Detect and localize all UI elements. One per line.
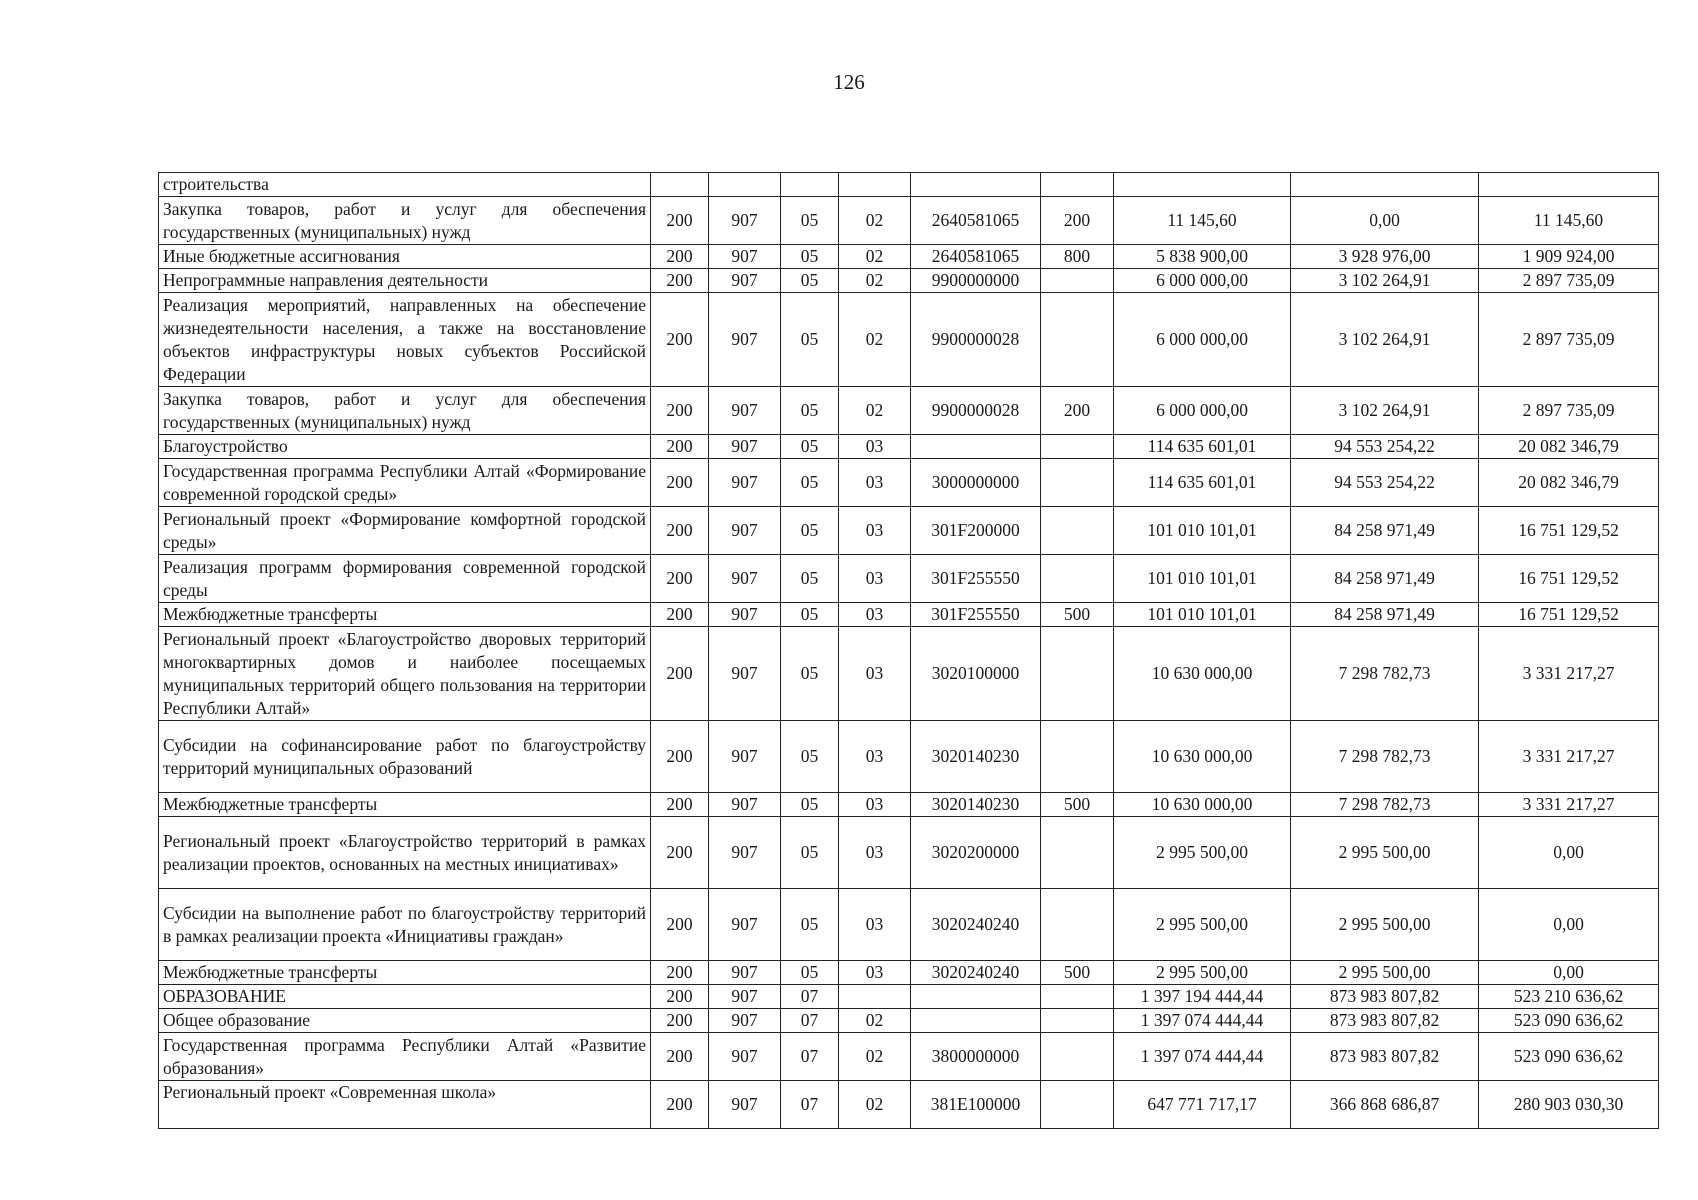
amount-col-1: 1 397 074 444,44 <box>1114 1009 1291 1033</box>
code-col-5: 3020240240 <box>911 889 1041 961</box>
code-col-3: 07 <box>781 1081 839 1129</box>
code-col-2: 907 <box>709 817 781 889</box>
code-col-6: 500 <box>1041 603 1114 627</box>
code-col-5: 2640581065 <box>911 197 1041 245</box>
table-row <box>159 1081 1659 1129</box>
code-col-4 <box>839 173 911 197</box>
code-col-2: 907 <box>709 961 781 985</box>
code-col-3: 05 <box>781 889 839 961</box>
code-col-6 <box>1041 459 1114 507</box>
code-col-1: 200 <box>651 1033 709 1081</box>
amount-col-2: 873 983 807,82 <box>1291 1033 1479 1081</box>
code-col-5: 3800000000 <box>911 1033 1041 1081</box>
table-row <box>159 817 1659 889</box>
code-col-4: 03 <box>839 555 911 603</box>
amount-col-3: 3 331 217,27 <box>1479 627 1659 721</box>
code-col-1: 200 <box>651 817 709 889</box>
budget-table-body <box>159 173 1659 1129</box>
row-name: Региональный проект «Благоустройство дворовых территорий многоквартирных домов и наиболее посещаемых муниципальных территорий общего пользования на территории Республики Алтай» <box>159 627 651 721</box>
amount-col-1: 11 145,60 <box>1114 197 1291 245</box>
row-name: Субсидии на софинансирование работ по благоустройству территорий муниципальных образований <box>159 721 651 793</box>
code-col-3: 05 <box>781 507 839 555</box>
code-col-3: 05 <box>781 603 839 627</box>
amount-col-2: 7 298 782,73 <box>1291 793 1479 817</box>
table-row <box>159 793 1659 817</box>
table-row <box>159 435 1659 459</box>
code-col-6 <box>1041 555 1114 603</box>
code-col-1: 200 <box>651 985 709 1009</box>
amount-col-3: 16 751 129,52 <box>1479 555 1659 603</box>
code-col-5: 9900000028 <box>911 293 1041 387</box>
code-col-4: 03 <box>839 459 911 507</box>
code-col-4: 02 <box>839 1033 911 1081</box>
code-col-1: 200 <box>651 555 709 603</box>
code-col-4: 02 <box>839 387 911 435</box>
code-col-2: 907 <box>709 1033 781 1081</box>
amount-col-2: 84 258 971,49 <box>1291 555 1479 603</box>
code-col-3: 05 <box>781 197 839 245</box>
amount-col-2: 7 298 782,73 <box>1291 627 1479 721</box>
amount-col-1: 2 995 500,00 <box>1114 961 1291 985</box>
code-col-5: 301F255550 <box>911 555 1041 603</box>
code-col-1: 200 <box>651 627 709 721</box>
code-col-2: 907 <box>709 603 781 627</box>
amount-col-1: 2 995 500,00 <box>1114 889 1291 961</box>
row-name: Закупка товаров, работ и услуг для обеспечения государственных (муниципальных) нужд <box>159 387 651 435</box>
code-col-2 <box>709 173 781 197</box>
amount-col-2 <box>1291 173 1479 197</box>
amount-col-2: 7 298 782,73 <box>1291 721 1479 793</box>
code-col-1: 200 <box>651 507 709 555</box>
code-col-6 <box>1041 173 1114 197</box>
code-col-5: 301F200000 <box>911 507 1041 555</box>
code-col-4: 03 <box>839 889 911 961</box>
amount-col-2: 873 983 807,82 <box>1291 1009 1479 1033</box>
amount-col-1: 10 630 000,00 <box>1114 627 1291 721</box>
code-col-6: 800 <box>1041 245 1114 269</box>
code-col-3: 05 <box>781 435 839 459</box>
amount-col-3: 16 751 129,52 <box>1479 603 1659 627</box>
code-col-4 <box>839 985 911 1009</box>
code-col-2: 907 <box>709 197 781 245</box>
code-col-4: 03 <box>839 627 911 721</box>
code-col-1: 200 <box>651 961 709 985</box>
table-row <box>159 173 1659 197</box>
amount-col-1: 6 000 000,00 <box>1114 387 1291 435</box>
row-name: Благоустройство <box>159 435 651 459</box>
amount-col-1: 2 995 500,00 <box>1114 817 1291 889</box>
row-name: Межбюджетные трансферты <box>159 961 651 985</box>
row-name: Реализация мероприятий, направленных на обеспечение жизнедеятельности населения, а также на восстановление объектов инфраструктуры новых субъектов Российской Федерации <box>159 293 651 387</box>
amount-col-2: 94 553 254,22 <box>1291 459 1479 507</box>
amount-col-2: 873 983 807,82 <box>1291 985 1479 1009</box>
code-col-6 <box>1041 627 1114 721</box>
code-col-3: 05 <box>781 627 839 721</box>
code-col-6: 500 <box>1041 961 1114 985</box>
amount-col-1: 101 010 101,01 <box>1114 507 1291 555</box>
amount-col-1: 114 635 601,01 <box>1114 459 1291 507</box>
amount-col-2: 3 102 264,91 <box>1291 293 1479 387</box>
code-col-4: 03 <box>839 507 911 555</box>
code-col-3: 07 <box>781 985 839 1009</box>
code-col-5: 3000000000 <box>911 459 1041 507</box>
code-col-4: 02 <box>839 293 911 387</box>
amount-col-2: 3 102 264,91 <box>1291 269 1479 293</box>
table-row <box>159 459 1659 507</box>
amount-col-1: 1 397 074 444,44 <box>1114 1033 1291 1081</box>
row-name: Непрограммные направления деятельности <box>159 269 651 293</box>
amount-col-1: 6 000 000,00 <box>1114 293 1291 387</box>
code-col-1: 200 <box>651 387 709 435</box>
code-col-5: 381E100000 <box>911 1081 1041 1129</box>
code-col-3: 05 <box>781 459 839 507</box>
code-col-3: 05 <box>781 793 839 817</box>
amount-col-2: 2 995 500,00 <box>1291 817 1479 889</box>
code-col-4: 03 <box>839 793 911 817</box>
code-col-5 <box>911 173 1041 197</box>
code-col-1: 200 <box>651 603 709 627</box>
code-col-6 <box>1041 1033 1114 1081</box>
amount-col-3: 0,00 <box>1479 889 1659 961</box>
code-col-2: 907 <box>709 269 781 293</box>
code-col-1: 200 <box>651 1081 709 1129</box>
code-col-3: 05 <box>781 817 839 889</box>
code-col-5: 3020140230 <box>911 721 1041 793</box>
amount-col-3: 0,00 <box>1479 961 1659 985</box>
code-col-2: 907 <box>709 293 781 387</box>
row-name: Межбюджетные трансферты <box>159 793 651 817</box>
amount-col-2: 84 258 971,49 <box>1291 507 1479 555</box>
code-col-2: 907 <box>709 793 781 817</box>
code-col-6 <box>1041 293 1114 387</box>
amount-col-1: 10 630 000,00 <box>1114 721 1291 793</box>
amount-col-1: 647 771 717,17 <box>1114 1081 1291 1129</box>
table-row <box>159 627 1659 721</box>
code-col-2: 907 <box>709 387 781 435</box>
amount-col-2: 3 928 976,00 <box>1291 245 1479 269</box>
code-col-5: 3020240240 <box>911 961 1041 985</box>
amount-col-3: 20 082 346,79 <box>1479 435 1659 459</box>
code-col-1: 200 <box>651 269 709 293</box>
code-col-3: 05 <box>781 293 839 387</box>
code-col-5: 9900000028 <box>911 387 1041 435</box>
table-row <box>159 889 1659 961</box>
code-col-3: 05 <box>781 961 839 985</box>
table-row <box>159 985 1659 1009</box>
code-col-3: 05 <box>781 721 839 793</box>
amount-col-2: 94 553 254,22 <box>1291 435 1479 459</box>
code-col-6 <box>1041 889 1114 961</box>
code-col-1: 200 <box>651 245 709 269</box>
amount-col-1: 5 838 900,00 <box>1114 245 1291 269</box>
code-col-1 <box>651 173 709 197</box>
amount-col-3: 523 210 636,62 <box>1479 985 1659 1009</box>
row-name: Реализация программ формирования современной городской среды <box>159 555 651 603</box>
amount-col-3: 16 751 129,52 <box>1479 507 1659 555</box>
amount-col-3: 3 331 217,27 <box>1479 793 1659 817</box>
code-col-6 <box>1041 721 1114 793</box>
table-row <box>159 1033 1659 1081</box>
code-col-3: 05 <box>781 555 839 603</box>
code-col-1: 200 <box>651 793 709 817</box>
code-col-6 <box>1041 817 1114 889</box>
table-row <box>159 1009 1659 1033</box>
code-col-6 <box>1041 507 1114 555</box>
amount-col-3: 2 897 735,09 <box>1479 293 1659 387</box>
code-col-4: 02 <box>839 245 911 269</box>
amount-col-1: 114 635 601,01 <box>1114 435 1291 459</box>
code-col-1: 200 <box>651 889 709 961</box>
amount-col-1: 10 630 000,00 <box>1114 793 1291 817</box>
code-col-2: 907 <box>709 985 781 1009</box>
code-col-4: 02 <box>839 1081 911 1129</box>
code-col-4: 02 <box>839 1009 911 1033</box>
code-col-4: 03 <box>839 721 911 793</box>
amount-col-1: 101 010 101,01 <box>1114 603 1291 627</box>
row-name: строительства <box>159 173 651 197</box>
code-col-5 <box>911 985 1041 1009</box>
table-row <box>159 721 1659 793</box>
code-col-3: 07 <box>781 1033 839 1081</box>
code-col-1: 200 <box>651 197 709 245</box>
amount-col-1: 1 397 194 444,44 <box>1114 985 1291 1009</box>
code-col-5 <box>911 435 1041 459</box>
code-col-2: 907 <box>709 459 781 507</box>
code-col-2: 907 <box>709 627 781 721</box>
code-col-2: 907 <box>709 1081 781 1129</box>
table-row <box>159 507 1659 555</box>
code-col-6 <box>1041 269 1114 293</box>
code-col-5: 3020200000 <box>911 817 1041 889</box>
amount-col-2: 0,00 <box>1291 197 1479 245</box>
code-col-5: 3020140230 <box>911 793 1041 817</box>
amount-col-3: 3 331 217,27 <box>1479 721 1659 793</box>
amount-col-2: 3 102 264,91 <box>1291 387 1479 435</box>
amount-col-3: 1 909 924,00 <box>1479 245 1659 269</box>
amount-col-3: 280 903 030,30 <box>1479 1081 1659 1129</box>
code-col-2: 907 <box>709 889 781 961</box>
code-col-1: 200 <box>651 435 709 459</box>
code-col-5: 301F255550 <box>911 603 1041 627</box>
amount-col-3: 20 082 346,79 <box>1479 459 1659 507</box>
code-col-2: 907 <box>709 245 781 269</box>
table-row <box>159 269 1659 293</box>
table-row <box>159 387 1659 435</box>
row-name: ОБРАЗОВАНИЕ <box>159 985 651 1009</box>
amount-col-3 <box>1479 173 1659 197</box>
amount-col-2: 84 258 971,49 <box>1291 603 1479 627</box>
code-col-1: 200 <box>651 293 709 387</box>
code-col-3: 05 <box>781 245 839 269</box>
row-name: Межбюджетные трансферты <box>159 603 651 627</box>
code-col-5: 9900000000 <box>911 269 1041 293</box>
amount-col-2: 2 995 500,00 <box>1291 889 1479 961</box>
page-number: 126 <box>833 70 865 94</box>
row-name: Иные бюджетные ассигнования <box>159 245 651 269</box>
code-col-4: 03 <box>839 603 911 627</box>
amount-col-3: 2 897 735,09 <box>1479 269 1659 293</box>
code-col-6: 500 <box>1041 793 1114 817</box>
code-col-4: 03 <box>839 817 911 889</box>
code-col-3: 07 <box>781 1009 839 1033</box>
code-col-6 <box>1041 435 1114 459</box>
row-name: Государственная программа Республики Алтай «Развитие образования» <box>159 1033 651 1081</box>
table-row <box>159 603 1659 627</box>
table-row <box>159 245 1659 269</box>
code-col-2: 907 <box>709 435 781 459</box>
code-col-6 <box>1041 1081 1114 1129</box>
code-col-6 <box>1041 1009 1114 1033</box>
code-col-6: 200 <box>1041 197 1114 245</box>
row-name: Региональный проект «Формирование комфортной городской среды» <box>159 507 651 555</box>
row-name: Субсидии на выполнение работ по благоустройству территорий в рамках реализации проекта «Инициативы граждан» <box>159 889 651 961</box>
code-col-4: 03 <box>839 435 911 459</box>
code-col-2: 907 <box>709 507 781 555</box>
table-row <box>159 197 1659 245</box>
amount-col-3: 0,00 <box>1479 817 1659 889</box>
code-col-6 <box>1041 985 1114 1009</box>
code-col-1: 200 <box>651 1009 709 1033</box>
amount-col-3: 523 090 636,62 <box>1479 1033 1659 1081</box>
row-name: Региональный проект «Современная школа» <box>159 1081 651 1129</box>
table-row <box>159 293 1659 387</box>
code-col-2: 907 <box>709 721 781 793</box>
code-col-2: 907 <box>709 555 781 603</box>
row-name: Государственная программа Республики Алтай «Формирование современной городской среды» <box>159 459 651 507</box>
code-col-5: 3020100000 <box>911 627 1041 721</box>
amount-col-1: 101 010 101,01 <box>1114 555 1291 603</box>
code-col-3 <box>781 173 839 197</box>
budget-table <box>158 172 1659 1129</box>
code-col-6: 200 <box>1041 387 1114 435</box>
amount-col-3: 2 897 735,09 <box>1479 387 1659 435</box>
table-row <box>159 961 1659 985</box>
amount-col-3: 523 090 636,62 <box>1479 1009 1659 1033</box>
table-row <box>159 555 1659 603</box>
code-col-2: 907 <box>709 1009 781 1033</box>
code-col-3: 05 <box>781 387 839 435</box>
amount-col-1: 6 000 000,00 <box>1114 269 1291 293</box>
code-col-4: 02 <box>839 269 911 293</box>
code-col-3: 05 <box>781 269 839 293</box>
row-name: Закупка товаров, работ и услуг для обеспечения государственных (муниципальных) нужд <box>159 197 651 245</box>
amount-col-2: 366 868 686,87 <box>1291 1081 1479 1129</box>
row-name: Общее образование <box>159 1009 651 1033</box>
code-col-1: 200 <box>651 459 709 507</box>
amount-col-3: 11 145,60 <box>1479 197 1659 245</box>
code-col-5 <box>911 1009 1041 1033</box>
code-col-4: 03 <box>839 961 911 985</box>
row-name: Региональный проект «Благоустройство территорий в рамках реализации проектов, основанных на местных инициативах» <box>159 817 651 889</box>
code-col-1: 200 <box>651 721 709 793</box>
code-col-5: 2640581065 <box>911 245 1041 269</box>
code-col-4: 02 <box>839 197 911 245</box>
amount-col-1 <box>1114 173 1291 197</box>
amount-col-2: 2 995 500,00 <box>1291 961 1479 985</box>
